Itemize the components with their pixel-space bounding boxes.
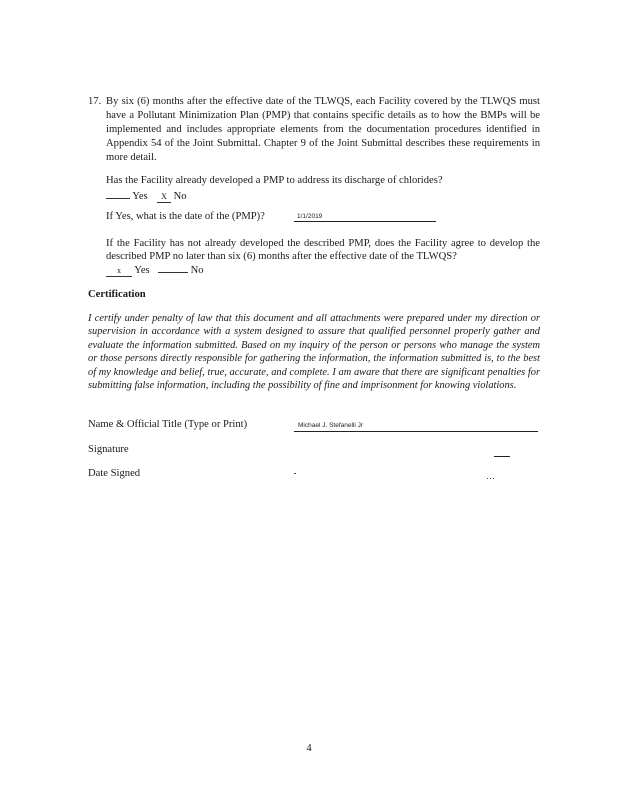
signature-field[interactable] (494, 446, 510, 457)
page-number: 4 (306, 743, 312, 754)
item-17 (88, 95, 540, 165)
certification-text: I certify under penalty of law that this document and all attachments were prepared under my direction or supervision in accordance with a system designed to assure that qualified personnel properly gather and evaluate the information submitted. Based on my inquiry of the person or persons who manage the system or those persons directly responsible for gathering the information, the information submitted is, to the best of my knowledge and belief, true, accurate, and complete. I am aware that there are significant penalties for submitting false information, including the possibility of fine and imprisonment for knowing violations. (88, 313, 540, 392)
develop-no-blank[interactable] (158, 262, 188, 273)
certification-heading: Certification (88, 289, 146, 300)
signature-label: Signature (88, 444, 129, 455)
pmp-yes-label: Yes (132, 191, 148, 202)
develop-yes-label: Yes (134, 265, 150, 276)
pmp-question-text: Has the Facility already developed a PMP to address its discharge of chlorides? (106, 175, 443, 186)
develop-pmp-question-text: If the Facility has not already developed the described PMP, does the Facility agree to develop the described PMP no later than six (6) months after the effective date of the TLWQS? (106, 238, 540, 262)
pmp-no-blank[interactable]: X (157, 192, 171, 203)
pmp-date-question-text: If Yes, what is the date of the (PMP)? (106, 211, 265, 222)
pmp-no-label: No (173, 191, 187, 202)
develop-pmp-answer-row (106, 262, 204, 277)
pmp-question (106, 174, 443, 187)
pmp-date-question (106, 210, 265, 223)
item-number: 17. (88, 96, 102, 107)
date-signed-field[interactable] (294, 470, 504, 482)
develop-yes-blank[interactable]: x (106, 266, 132, 277)
date-signed-label: Date Signed (88, 468, 141, 479)
pmp-date-value: 1/1/2019 (297, 213, 323, 220)
name-title-value: Michael J. Stefanelli Jr (298, 422, 364, 429)
name-title-label: Name & Official Title (Type or Print) (88, 419, 248, 430)
develop-no-label: No (190, 265, 204, 276)
pmp-answer-row (106, 188, 187, 203)
item-17-text: By six (6) months after the effective date of the TLWQS, each Facility covered by the TLWQS must have a Pollutant Minimization Plan (PMP) that contains specific details as to how the BMPs will be implemented and includes appropriate elements from the documentation procedures identified in Appendix 54 of the Joint Submittal. Chapter 9 of the Joint Submittal describes these requirements in more detail. (106, 96, 540, 163)
pmp-yes-blank[interactable] (106, 188, 130, 199)
develop-pmp-question (106, 237, 540, 263)
